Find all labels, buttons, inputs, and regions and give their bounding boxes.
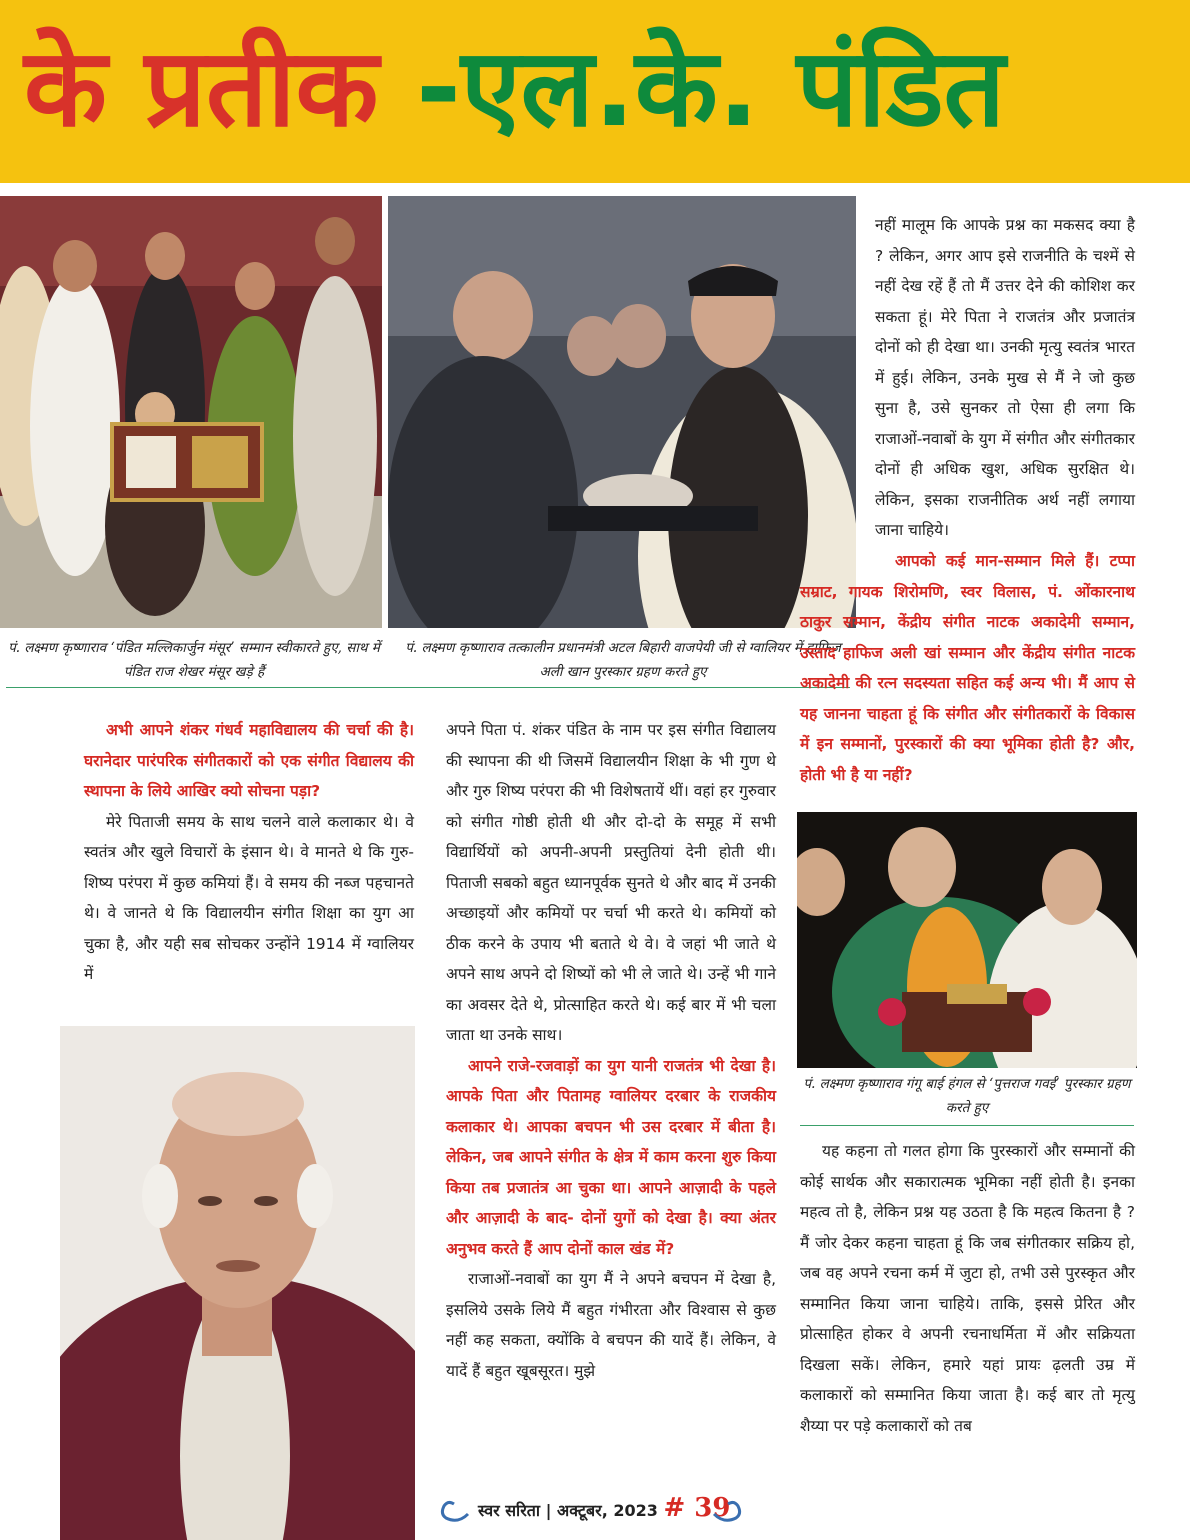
caption-award-ceremony: पं. लक्ष्मण कृष्णाराव ‘पंडित मल्लिकार्जुन मंसूर’ सम्मान स्वीकारते हुए, साथ में पंडित राज शेखर मंसूर खड़े हैं	[8, 640, 380, 680]
footer-magazine-name: स्वर सरिता	[478, 1501, 541, 1520]
caption-hafiz-ali-khan-award: पं. लक्ष्मण कृष्णाराव तत्कालीन प्रधानमंत्री अटल बिहारी वाजपेयी जी से ग्वालियर में हाफिज अली खान पुरस्कार ग्रहण करते हुए	[405, 640, 841, 680]
left-swirl-ornament-icon	[438, 1496, 470, 1526]
headline-green-part: -एल.के. पंडित	[416, 26, 1006, 151]
answer-monarchy-democracy: राजाओं-नवाबों का युग मैं ने अपने बचपन में देखा है, इसलिये उसके लिये मैं बहुत गंभीरता और विश्वास से कुछ नहीं कह सकता, क्योंकि वे बचपन की यादें हैं। लेकिन, वे यादें हैं बहुत खूबसूरत। मुझे	[446, 1270, 776, 1380]
caption-divider	[6, 687, 850, 688]
left-column	[84, 715, 414, 990]
question-awards: आपको कई मान-सम्मान मिले हैं। टप्पा सम्राट, गायक शिरोमणि, स्वर विलास, पं. ओंकारनाथ ठाकुर सम्मान, केंद्रीय संगीत नाटक अकादेमी सम्मान, उस्ताद हाफिज अली खां सम्मान और केंद्रीय संगीत नाटक अकादेमी की रत्न सदस्यता सहित कई अन्य भी। मैं आप से यह जानना चाहता हूं कि संगीत और संगीतकारों के विकास में इन सम्मानों, पुरस्कारों की क्या भूमिका होती है? और, होती भी है या नहीं?	[800, 552, 1135, 784]
question-awards-block	[800, 546, 1135, 790]
photo-award-ceremony	[0, 196, 382, 628]
answer-politics: नहीं मालूम कि आपके प्रश्न का मकसद क्या है ? लेकिन, अगर आप इसे राजनीति के चश्में से नहीं देख रहें हैं तो मैं उत्तर देने की कोशिश कर सकता हूं। मेरे पिता ने राजतंत्र और प्रजातंत्र दोनों को ही देखा था। उनकी मृत्यु स्वतंत्र भारत में हुई। लेकिन, उनके मुख से मैं ने जो कुछ सुना है, उसे सुनकर तो ऐसा ही लगा कि राजाओं-नवाबों के युग में संगीत और संगीतकार दोनों ही अधिक खुश, अधिक सुरक्षित थे। लेकिन, इसका राजनीतिक अर्थ नहीं लगाया जाना चाहिये।	[875, 216, 1135, 539]
continuation-school-story: अपने पिता पं. शंकर पंडित के नाम पर इस संगीत विद्यालय की स्थापना की थी जिसमें विद्यालयीन शिक्षा के भी गुण थे और गुरु शिष्य परंपरा की भी विशेषतायें थीं। वहां हर गुरुवार को संगीत गोष्ठी होती थी और दो-दो के समूह में सभी विद्यार्थियों को अपनी-अपनी प्रस्तुतियां देनी होती थी। पिताजी सबको बहुत ध्यानपूर्वक सुनते थे और बाद में उनकी अच्छाइयों और कमियों पर चर्चा भी करते थे। कमियों को ठीक करने के उपाय भी बताते थे वे। वे जहां भी जाते थे अपने साथ अपने दो शिष्यों को भी ले जाते थे। उन्हें भी गाने का अवसर देते थे, प्रोत्साहित करते थे। कई बार में भी चला जाता था उनके साथ।	[446, 721, 776, 1044]
photo-puttaraj-gavai-award	[797, 812, 1137, 1068]
answer-awards: यह कहना तो गलत होगा कि पुरस्कारों और सम्मानों की कोई सार्थक और सकारात्मक भूमिका नहीं होती है। इनका महत्व तो है, लेकिन प्रश्न यह उठता है कि महत्व कितना है ? मैं जोर देकर कहना चाहता हूं कि जब संगीतकार सक्रिय हो, जब वह अपने रचना कर्म में जुटा हो, तभी उसे पुरस्कृत और सम्मानित किया जाना चाहिये। ताकि, इससे प्रेरित और प्रोत्साहित होकर वे अपनी रचनाधर्मिता में और सक्रियता दिखला सकें। लेकिन, हमारे यहां प्रायः ढ़लती उम्र में कलाकारों को सम्मानित किया जाता है। कई बार तो मृत्यु शैय्या पर पड़े कलाकारों को तब	[800, 1142, 1135, 1435]
answer-music-school: मेरे पिताजी समय के साथ चलने वाले कलाकार थे। वे स्वतंत्र और खुले विचारों के इंसान थे। वे मानते थे कि गुरु-शिष्य परंपरा में कुछ कमियां हैं। वे समय की नब्ज पहचानते थे। वे जानते थे कि विद्यालयीन संगीत शिक्षा का युग आ चुका है, और यही सब सोचकर उन्होंने 1914 में ग्वालियर में	[84, 812, 414, 983]
page-footer: स्वर सरिता | अक्टूबर, 2023 # 39	[478, 1493, 731, 1523]
right-swirl-ornament-icon	[712, 1496, 744, 1526]
headline-red-part: के प्रतीक	[24, 26, 379, 151]
question-monarchy-democracy: आपने राजे-रजवाड़ों का युग यानी राजतंत्र भी देखा है। आपके पिता और पितामह ग्वालियर दरबार के राजकीय कलाकार थे। आपका बचपन भी उस दरबार में बीता है। लेकिन, जब आपने संगीत के क्षेत्र में काम करना शुरु किया किया तब प्रजातंत्र आ चुका था। आपने आज़ादी के पहले और आज़ादी के बाद- दोनों युगों को देखा है। क्या अंतर अनुभव करते हैं आप दोनों काल खंड में?	[446, 1056, 776, 1258]
headline	[24, 14, 1005, 164]
photo-hafiz-ali-khan-award	[388, 196, 856, 628]
caption-divider-right	[800, 1125, 1134, 1126]
footer-page-number: # 39	[663, 1493, 731, 1523]
right-column-bottom	[800, 1136, 1135, 1441]
footer-issue-date: अक्टूबर, 2023	[557, 1501, 658, 1520]
right-column-top	[875, 210, 1135, 546]
middle-column	[446, 715, 776, 1386]
caption-puttaraj-gavai-award: पं. लक्ष्मण कृष्णाराव गंगू बाई हंगल से ‘पुत्तराज गवई’ पुरस्कार ग्रहण करते हुए	[803, 1076, 1131, 1116]
question-music-school: अभी आपने शंकर गंधर्व महाविद्यालय की चर्चा की है। घरानेदार पारंपरिक संगीतकारों को एक संगीत विद्यालय की स्थापना के लिये आखिर क्यो सोचना पड़ा?	[84, 721, 414, 800]
photo-portrait-lk-pandit	[60, 1026, 415, 1540]
